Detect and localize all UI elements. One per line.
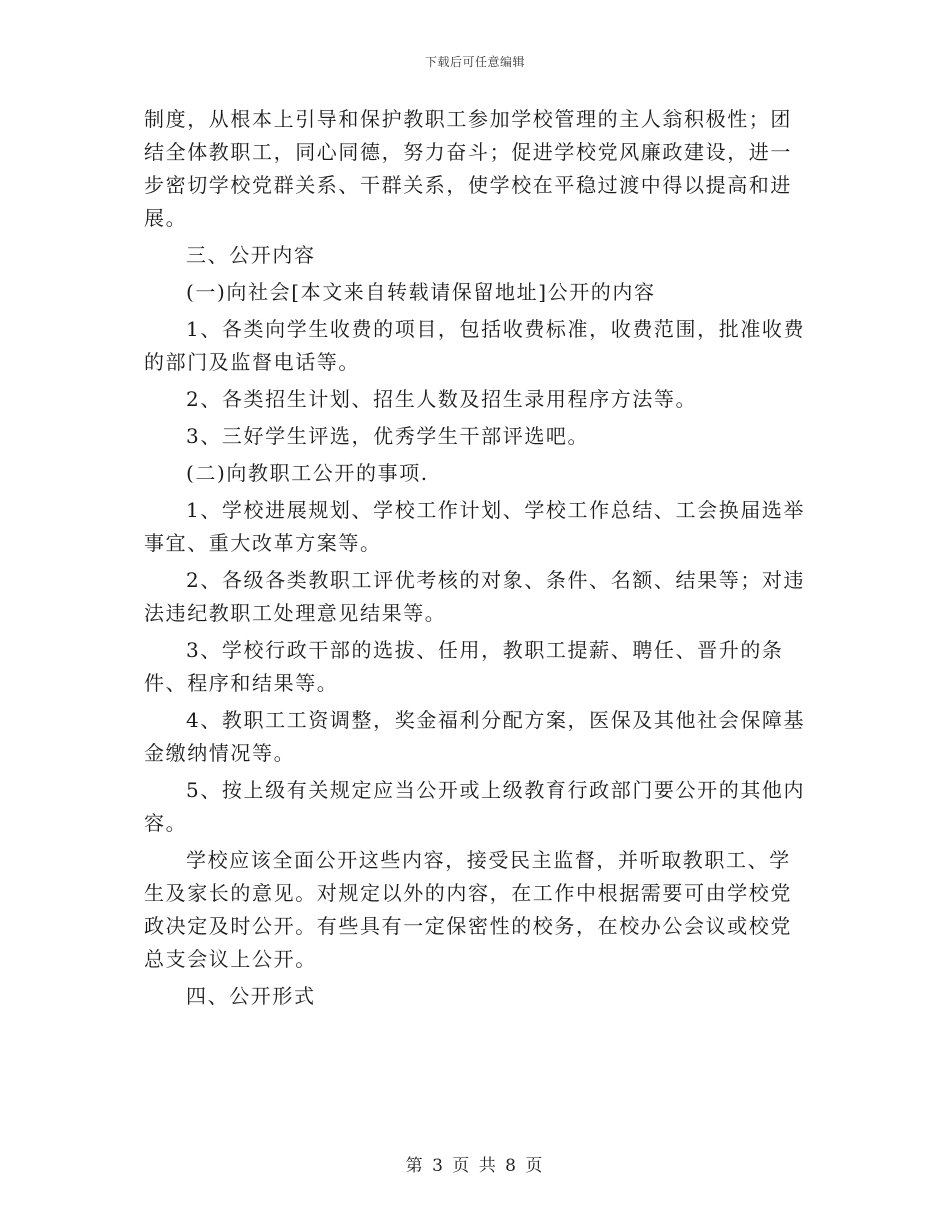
section-heading: 四、公开形式	[186, 984, 316, 1008]
list-item: 3、学校行政干部的选拔、任用，教职工提薪、聘任、晋升的条件、程序和结果等。	[144, 638, 784, 695]
subsection-heading: (二)向教职工公开的事项.	[186, 461, 429, 485]
section-heading: 三、公开内容	[186, 243, 316, 267]
page-footer: 第 3 页 共 8 页	[405, 1156, 545, 1176]
list-item: 1、各类向学生收费的项目，包括收费标准，收费范围，批准收费的部门及监督电话等。	[144, 317, 806, 374]
subsection-heading: (一)向社会[本文来自转载请保留地址]公开的内容	[186, 280, 656, 304]
paragraph: 学校应该全面公开这些内容，接受民主监督，并听取教职工、学生及家长的意见。对规定以外的内容，在工作中根据需要可由学校党政决定及时公开。有些具有一定保密性的校务，在校办公会议或校党总支会议上公开。	[144, 848, 792, 971]
list-item: 5、按上级有关规定应当公开或上级教育行政部门要公开的其他内容。	[144, 778, 806, 835]
paragraph: 制度，从根本上引导和保护教职工参加学校管理的主人翁积极性；团结全体教职工，同心同德，努力奋斗；促进学校党风廉政建设，进一步密切学校党群关系、干群关系，使学校在平稳过渡中得以提高和进展。	[144, 107, 792, 230]
list-item: 3、三好学生评选，优秀学生干部评选吧。	[186, 424, 590, 448]
list-item: 4、教职工工资调整，奖金福利分配方案，医保及其他社会保障基金缴纳情况等。	[144, 708, 806, 765]
list-item: 2、各级各类教职工评优考核的对象、条件、名额、结果等；对违法违纪教职工处理意见结果等。	[144, 568, 806, 625]
list-item: 1、学校进展规划、学校工作计划、学校工作总结、工会换届选举事宜、重大改革方案等。	[144, 498, 806, 555]
list-item: 2、各类招生计划、招生人数及招生录用程序方法等。	[186, 387, 698, 411]
page-header: 下载后可任意编辑	[424, 55, 525, 69]
document-body	[144, 103, 810, 1017]
